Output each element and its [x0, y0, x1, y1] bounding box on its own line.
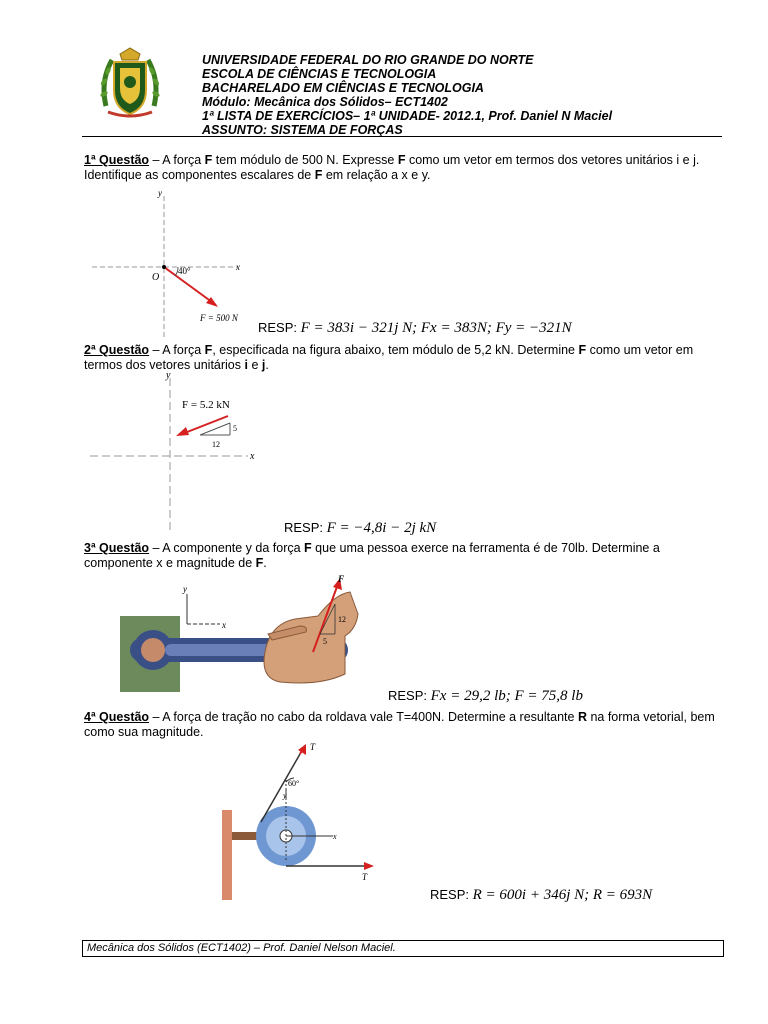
header-university: UNIVERSIDADE FEDERAL DO RIO GRANDE DO NORTE — [202, 53, 534, 67]
angle-label: 60° — [288, 779, 300, 788]
header-school: ESCOLA DE CIÊNCIAS E TECNOLOGIA — [202, 67, 437, 81]
question-3-text: 3ª Questão – A componente y da força F que uma pessoa exerce na ferramenta é de 70lb. Determine a componente x e magnitude de F. — [84, 541, 660, 570]
force-label: F — [338, 574, 345, 584]
answer-formula: F = −4,8i − 2j kN — [326, 520, 437, 536]
header-divider — [82, 136, 722, 137]
footer-text: Mecânica dos Sólidos (ECT1402) – Prof. Daniel Nelson Maciel. — [87, 942, 396, 954]
x-axis-label: x — [250, 451, 255, 462]
force-label: F = 5.2 kN — [182, 399, 230, 411]
y-axis-label: y — [166, 370, 171, 381]
header-subject: ASSUNTO: SISTEMA DE FORÇAS — [202, 123, 403, 137]
question-2-figure — [88, 368, 268, 534]
slope-run-label: 5 — [323, 637, 327, 646]
slope-rise-label: 5 — [233, 424, 237, 433]
force-label: F = 500 N — [200, 313, 238, 323]
question-3-label: 3ª Questão — [84, 541, 150, 555]
header-program: BACHARELADO EM CIÊNCIAS E TECNOLOGIA — [202, 81, 484, 95]
x-axis-label: x — [222, 620, 226, 630]
header-list-title: 1ª LISTA DE EXERCÍCIOS– 1ª UNIDADE- 2012.1, Prof. Daniel N Maciel — [202, 109, 613, 123]
question-3-figure — [120, 574, 360, 692]
tension-label-bottom: T — [362, 872, 368, 882]
answer-formula: F = 383i − 321j N; Fx = 383N; Fy = −321N — [300, 320, 572, 336]
question-1-answer: RESP: F = 383i − 321j N; Fx = 383N; Fy = −321N — [258, 320, 572, 336]
x-axis-label: x — [333, 832, 337, 841]
angle-label: 40° — [178, 266, 191, 276]
question-2-text: 2ª Questão – A força F, especificada na figura abaixo, tem módulo de 5,2 kN. Determine F como um vetor em termos dos vetores unitários i e j. — [84, 343, 694, 372]
y-axis-label: y — [283, 791, 287, 800]
force-arrowhead — [176, 427, 189, 436]
wall-support — [222, 810, 232, 900]
origin-label: O — [152, 272, 160, 283]
page-footer — [82, 940, 724, 957]
y-axis-label: y — [183, 584, 187, 594]
bolt — [141, 638, 165, 662]
answer-formula: Fx = 29,2 lb; F = 75,8 lb — [430, 688, 583, 704]
tension-arrowhead-bottom — [364, 862, 374, 870]
y-axis-label: y — [158, 190, 162, 198]
question-4-figure — [218, 740, 378, 900]
tension-arrowhead-top — [298, 744, 306, 755]
question-4-answer: RESP: R = 600i + 346j N; R = 693N — [430, 887, 653, 903]
question-4-text: 4ª Questão – A força de tração no cabo da roldava vale T=400N. Determine a resultante R na forma vetorial, bem como sua magnitude. — [84, 710, 715, 739]
question-3-answer: RESP: Fx = 29,2 lb; F = 75,8 lb — [388, 688, 583, 704]
question-2-label: 2ª Questão — [84, 343, 150, 357]
slope-rise-label: 12 — [338, 615, 346, 624]
question-1-figure — [88, 190, 258, 340]
question-1-text: 1ª Questão – A força F tem módulo de 500 N. Expresse F como um vetor em termos dos vetores unitários i e j. Identifique as componentes escalares de F em relação a x e y. — [84, 153, 700, 182]
header-module: Módulo: Mecânica dos Sólidos– ECT1402 — [202, 95, 448, 109]
university-seal-logo — [98, 46, 162, 120]
tension-label-top: T — [310, 742, 316, 752]
document-header — [202, 53, 612, 137]
answer-formula: R = 600i + 346j N; R = 693N — [472, 887, 653, 903]
x-axis-label: x — [236, 262, 240, 272]
question-4-label: 4ª Questão — [84, 710, 150, 724]
slope-run-label: 12 — [212, 440, 220, 449]
question-2-answer: RESP: F = −4,8i − 2j kN — [284, 520, 437, 536]
question-1-label: 1ª Questão — [84, 153, 150, 167]
